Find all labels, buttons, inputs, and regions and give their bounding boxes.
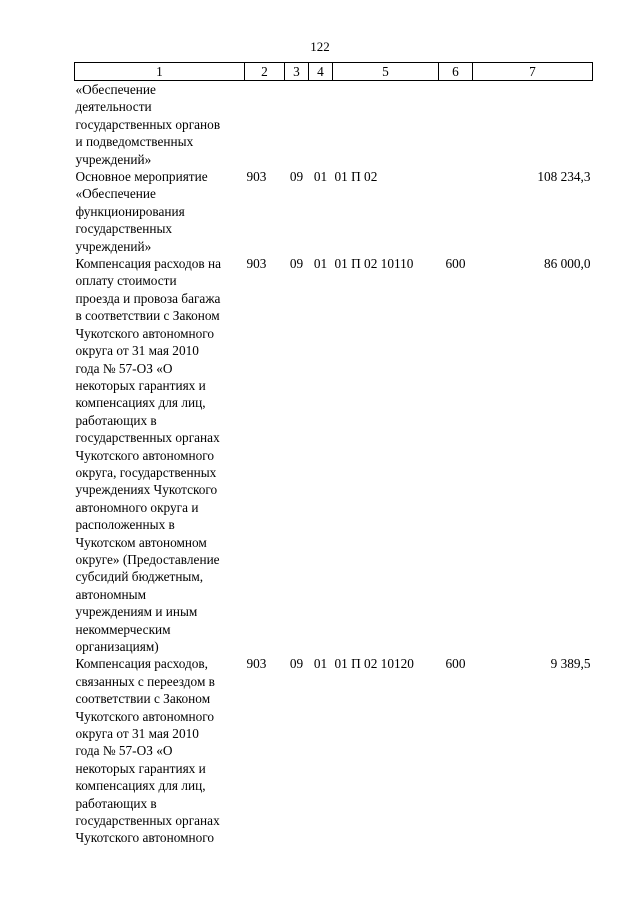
row-amount — [473, 81, 593, 169]
row-subsection — [309, 81, 333, 169]
table-row — [75, 81, 593, 169]
row-section — [285, 81, 309, 169]
budget-table — [74, 62, 593, 847]
column-header-7: 7 — [473, 63, 593, 81]
row-ministry: 903 — [246, 656, 267, 672]
row-section: 09 — [289, 256, 304, 272]
row-expense-type: 600 — [445, 656, 466, 672]
column-header-3: 3 — [285, 63, 309, 81]
table-body — [75, 81, 593, 847]
row-name: «Обеспечение деятельности государственных органов и подведомственных учреждений» — [75, 82, 221, 167]
column-header-6: 6 — [439, 63, 473, 81]
row-target-article: 01 П 02 10110 — [334, 256, 414, 272]
column-header-1: 1 — [75, 63, 245, 81]
row-target-article — [333, 81, 439, 169]
row-ministry: 903 — [246, 169, 267, 185]
row-amount: 86 000,0 — [543, 256, 591, 272]
row-expense-type — [439, 81, 473, 169]
row-expense-type: 600 — [445, 256, 466, 272]
table-row — [75, 655, 593, 846]
row-name: Компенсация расходов на оплату стоимости проезда и провоза багажа в соответствии с Законом Чукотского автономного округа от 31 мая 2010 года № 57-ОЗ «О некоторых гарантиях и компенсациях для лиц, работающих в государственных органах Чукотского автономного округа, государственных учреждениях Чукотского автономного округа и расположенных в Чукотском автономном округе» (Предоставление субсидий бюджетным, автономным учреждениям и иным некоммерческим организациям) — [75, 256, 222, 654]
row-subsection: 01 — [313, 169, 328, 185]
page-number: 122 — [310, 39, 330, 54]
column-header-4: 4 — [309, 63, 333, 81]
column-header-2: 2 — [245, 63, 285, 81]
row-name: Основное мероприятие «Обеспечение функционирования государственных учреждений» — [75, 169, 208, 254]
table-header — [75, 63, 593, 81]
row-target-article: 01 П 02 10120 — [334, 656, 414, 672]
row-subsection: 01 — [313, 656, 328, 672]
row-expense-type — [439, 168, 473, 255]
row-ministry: 903 — [246, 256, 267, 272]
row-section: 09 — [289, 169, 304, 185]
table-row — [75, 168, 593, 255]
row-ministry — [245, 81, 285, 169]
column-header-5: 5 — [333, 63, 439, 81]
header-row — [75, 63, 593, 81]
row-subsection: 01 — [313, 256, 328, 272]
row-section: 09 — [289, 656, 304, 672]
row-name: Компенсация расходов, связанных с переездом в соответствии с Законом Чукотского автономного округа от 31 мая 2010 года № 57-ОЗ «О некоторых гарантиях и компенсациях для лиц, работающих в государственных органах Чукотского автономного — [75, 656, 220, 846]
row-target-article: 01 П 02 — [334, 169, 378, 185]
row-amount: 9 389,5 — [550, 656, 591, 672]
table-row — [75, 255, 593, 655]
row-amount: 108 234,3 — [537, 169, 591, 185]
